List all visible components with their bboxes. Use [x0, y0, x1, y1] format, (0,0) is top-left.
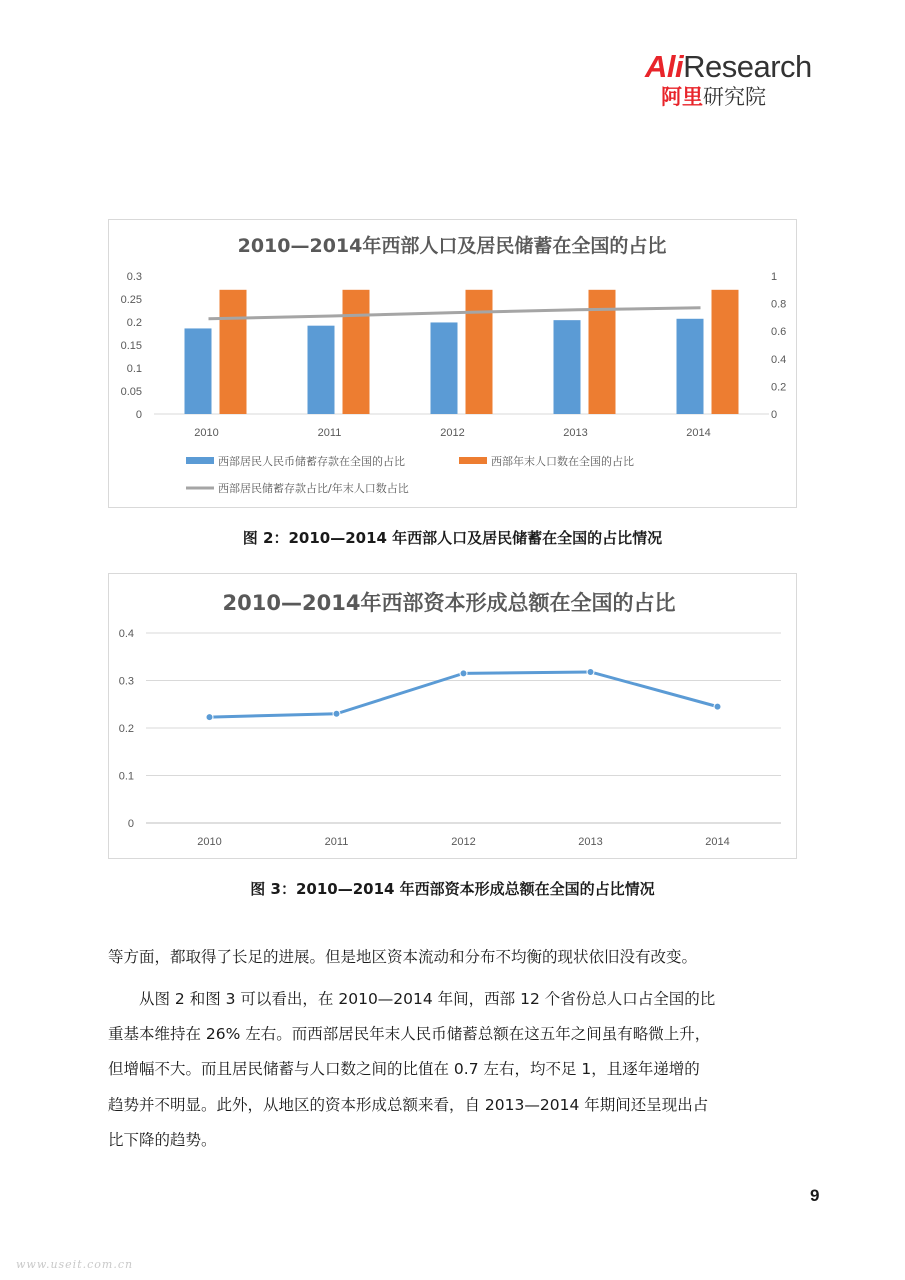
chart2-svg [109, 574, 796, 858]
aliresearch-logo [645, 50, 845, 112]
chart2-y-tick-label: 0.2 [118, 723, 134, 735]
chart2-y-tick-label: 0 [127, 818, 134, 830]
chart1-left-tick-label: 0.25 [120, 294, 142, 306]
chart1-category-label: 2011 [317, 427, 342, 439]
chart1-line-ratio [209, 308, 701, 319]
chart2-category-label: 2014 [705, 836, 730, 848]
chart1-right-tick-label: 0 [771, 409, 778, 421]
chart2-point [587, 668, 594, 675]
chart1-legend-swatch-population [459, 457, 487, 464]
chart1-right-tick-label: 0.6 [771, 326, 787, 339]
chart1-bar-savings [308, 326, 335, 414]
chart1-svg [109, 220, 796, 507]
chart2-point [206, 714, 213, 721]
body-line-3: 重基本维持在 26% 左右。而西部居民年末人民币储蓄总额在这五年之间虽有略微上升， [108, 1025, 711, 1043]
logo-chinese-name [661, 84, 845, 110]
chart1-left-tick-label: 0.3 [126, 271, 142, 283]
chart1-bar-savings [677, 319, 704, 414]
chart2-point [333, 710, 340, 717]
chart1-bar-population [220, 290, 247, 414]
chart1-title: 2010—2014年西部人口及居民储蓄在全国的占比 [237, 235, 667, 257]
logo-cn-red-text: 阿里 [661, 85, 703, 109]
chart2-point [460, 670, 467, 677]
body-line-4: 但增幅不大。而且居民储蓄与人口数之间的比值在 0.7 左右，均不足 1，且逐年递增的 [108, 1060, 700, 1078]
chart2-title: 2010—2014年西部资本形成总额在全国的占比 [222, 591, 676, 615]
chart1-category-label: 2012 [440, 427, 465, 439]
chart1-right-tick-label: 0.2 [771, 381, 787, 394]
chart1-bar-savings [554, 320, 581, 414]
chart-population-savings [108, 219, 797, 508]
logo-research-text: Research [683, 49, 812, 84]
chart1-legend-label-ratio: 西部居民储蓄存款占比/年末人口数占比 [218, 482, 409, 495]
chart1-right-tick-label: 0.8 [771, 298, 787, 311]
chart1-category-label: 2010 [194, 427, 219, 439]
chart1-legend-label-savings: 西部居民人民币储蓄存款在全国的占比 [218, 455, 405, 468]
chart1-legend-swatch-savings [186, 457, 214, 464]
figure2-caption: 图 2：2010—2014 年西部人口及居民储蓄在全国的占比情况 [242, 529, 663, 547]
chart2-y-tick-label: 0.1 [118, 770, 134, 783]
chart2-category-label: 2012 [451, 836, 476, 848]
chart2-line-capital [210, 672, 718, 717]
figure3-caption: 图 3：2010—2014 年西部资本形成总额在全国的占比情况 [250, 880, 655, 898]
chart1-bar-population [466, 290, 493, 414]
chart1-bar-savings [185, 328, 212, 414]
chart1-category-label: 2014 [686, 427, 711, 439]
chart1-left-tick-label: 0.15 [120, 340, 142, 352]
chart-capital-formation [108, 573, 797, 859]
chart1-bar-population [712, 290, 739, 414]
chart1-right-tick-label: 1 [771, 271, 778, 283]
chart1-bar-population [343, 290, 370, 414]
chart2-category-label: 2011 [324, 836, 349, 848]
body-line-1: 等方面，都取得了长足的进展。但是地区资本流动和分布不均衡的现状依旧没有改变。 [108, 948, 698, 966]
page-number: 9 [810, 1186, 820, 1205]
chart1-left-tick-label: 0.1 [126, 363, 142, 375]
chart1-category-label: 2013 [563, 427, 588, 439]
chart2-category-label: 2010 [197, 836, 222, 848]
chart2-category-label: 2013 [578, 836, 603, 848]
chart2-point [714, 703, 721, 710]
watermark-text: www.useit.com.cn [16, 1258, 134, 1271]
body-line-2: 从图 2 和图 3 可以看出，在 2010—2014 年间，西部 12 个省份总人口占全国的比 [139, 990, 716, 1008]
logo-wordmark [645, 50, 845, 84]
chart1-left-tick-label: 0 [135, 409, 142, 421]
chart1-legend-label-population: 西部年末人口数在全国的占比 [491, 455, 634, 468]
body-line-6: 比下降的趋势。 [108, 1131, 217, 1149]
chart1-right-tick-label: 0.4 [771, 353, 787, 366]
chart2-y-tick-label: 0.3 [118, 675, 134, 688]
logo-ali-text: Ali [645, 49, 684, 84]
logo-cn-gray-text: 研究院 [703, 85, 766, 109]
chart1-bar-savings [431, 322, 458, 414]
chart1-left-tick-label: 0.2 [126, 317, 142, 329]
body-line-5: 趋势并不明显。此外，从地区的资本形成总额来看，自 2013—2014 年期间还呈现出占 [108, 1096, 709, 1114]
chart2-y-tick-label: 0.4 [118, 628, 134, 640]
chart1-left-tick-label: 0.05 [120, 386, 142, 398]
